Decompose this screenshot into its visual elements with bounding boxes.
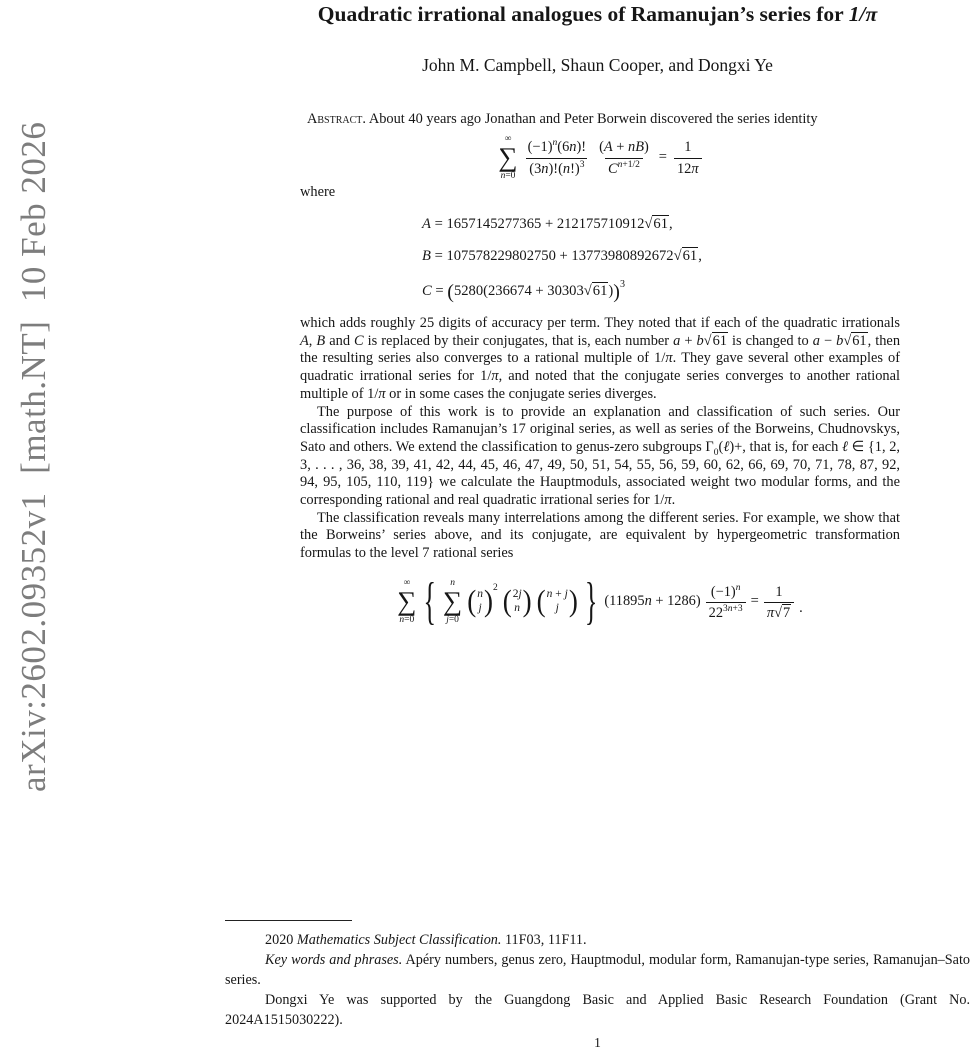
left-paren: (	[502, 584, 512, 618]
right-paren: )	[522, 584, 532, 618]
abstract-intro-paragraph	[300, 111, 900, 129]
equation-C: $C = (5280(236674 + 30303√61))^3$	[422, 278, 625, 303]
binomial-top: 2j	[512, 588, 522, 601]
binomial-bottom: n	[514, 602, 521, 615]
sum-lower-limit: n=0	[500, 170, 516, 181]
binomial-n-choose-j-squared	[467, 583, 498, 618]
arxiv-watermark: arXiv:2602.09352v1 [math.NT] 10 Feb 2026	[14, 121, 53, 792]
sum-upper-limit: ∞	[403, 577, 411, 588]
where-text: where	[300, 184, 336, 201]
fraction-numerator: 1	[684, 139, 692, 156]
binomial-bottom: j	[555, 602, 559, 615]
paper-title-math: 1/π	[848, 2, 878, 26]
right-paren: )	[568, 584, 578, 618]
binomial-coefficient	[467, 584, 493, 618]
summation-symbol-inner	[443, 579, 462, 626]
equation-A: A = 1657145277365 + 212175710912√61,	[422, 216, 673, 233]
binomial-bottom: j	[478, 602, 482, 615]
fraction-numerator: 1	[775, 583, 783, 600]
abstract-label: Abstract.	[307, 111, 366, 127]
fraction-one-over-12pi	[674, 139, 702, 176]
binomial-stack	[546, 588, 569, 616]
abstract-paragraph-conjugates: which adds roughly 25 digits of accuracy per term. They noted that if each of the quadratic irrationals A, B and C is replaced by their conjugates, that is, each number a + b√61 is changed to a − b√61, then the resulting series also converges to a rational multiple of 1/π. They gave several other examples of quadratic irrational series for 1/π, and noted that the conjugate series converges to another rational multiple of 1/π or in some cases the conjugate series diverges.	[300, 314, 901, 402]
binomial-top: n + j	[546, 588, 568, 601]
equals-sign: =	[658, 149, 667, 166]
fraction-numerator: (A + nB)	[599, 139, 649, 156]
left-paren: (	[536, 584, 546, 618]
right-brace: }	[584, 572, 598, 631]
equation-B: B = 107578229802750 + 13773980892672√61,	[422, 248, 702, 265]
footnotes-block	[225, 920, 970, 1030]
page-number: 1	[594, 1035, 601, 1050]
fraction-numerator: $(-1)^n$	[710, 582, 741, 600]
footnote-msc: 2020 Mathematics Subject Classification. 11F03, 11F11.	[265, 932, 587, 948]
footnote-funding: Dongxi Ye was supported by the Guangdong Basic and Applied Basic Research Foundation (Grant No. 2024A1515030222).	[225, 992, 970, 1028]
paper-title-text: Quadratic irrational analogues of Ramanujan’s series for	[317, 2, 844, 26]
sigma-glyph: ∑	[442, 586, 463, 617]
binomial-top: n	[477, 588, 483, 601]
fraction-AnB	[596, 139, 652, 176]
binomial-stack	[512, 588, 523, 616]
binomial-2j-choose-n	[502, 584, 532, 618]
summation-symbol	[498, 135, 517, 182]
footnote-rule	[225, 920, 352, 921]
fraction-numerator: $(-1)^n(6n)$!	[527, 138, 587, 156]
fraction-denominator: $C^{n+1/2}$	[605, 158, 643, 177]
sum-upper-limit: ∞	[504, 133, 512, 144]
text-column	[225, 0, 970, 1057]
equations-abc	[422, 215, 900, 305]
left-brace: {	[423, 572, 436, 631]
linear-coefficient: (11895n + 1286)	[604, 593, 701, 610]
sum-lower-limit: n=0	[399, 614, 415, 625]
sum-lower-limit: j=0	[446, 614, 459, 625]
footnote-keywords: Key words and phrases. Apéry numbers, genus zero, Hauptmodul, modular form, Ramanujan-type series, Ramanujan–Sato series.	[225, 952, 970, 988]
abstract-paragraph-classification: The classification reveals many interrelations among the different series. For example, we show that the Borweins’ series above, and its conjugate, are equivalent by hypergeometric transformation formulas to the level 7 rational series	[300, 509, 900, 562]
binomial-stack	[476, 588, 484, 616]
fraction-denominator: $(3n)!(n!)^3$	[526, 158, 587, 177]
fraction-denominator: π√7	[764, 602, 794, 621]
abstract-section	[300, 111, 901, 631]
fraction-minus-one-power	[706, 584, 746, 621]
sigma-glyph: ∑	[397, 586, 417, 617]
binomial-n-plus-j-choose-j	[536, 584, 578, 618]
abstract-intro-text: About 40 years ago Jonathan and Peter Borwein discovered the series identity	[368, 111, 818, 127]
right-paren: )	[483, 584, 493, 618]
fraction-factorials	[525, 139, 589, 176]
paper-title	[225, 0, 970, 27]
equals-sign: =	[750, 593, 759, 610]
fraction-one-over-pi-sqrt7	[764, 584, 794, 621]
fraction-denominator: $22^{3n+3}$	[706, 602, 746, 621]
left-paren: (	[467, 584, 477, 618]
equation-level7-series	[300, 572, 900, 631]
authors-line: John M. Campbell, Shaun Cooper, and Dongxi Ye	[422, 55, 773, 75]
binomial-exponent: 2	[492, 583, 498, 594]
equation-borwein-series	[300, 135, 900, 182]
abstract-paragraph-purpose: The purpose of this work is to provide an explanation and classification of such series. Our classification includes Ramanujan’s 17 original series, as well as series of the Borweins, Chudnovskys, Sato and others. We extend the classification to genus-zero subgroups $\Gamma_0(\ell)+$, that is, for each ℓ ∈ {1, 2, 3, . . . , 36, 38, 39, 41, 42, 44, 45, 46, 47, 49, 50, 51, 54, 55, 56, 59, 60, 62, 66, 69, 70, 71, 78, 87, 92, 94, 95, 105, 110, 119} we calculate the Hauptmoduls, associated weight two modular forms, and the corresponding rational and real quadratic irrational series for 1/π.	[300, 403, 900, 509]
summation-symbol-outer	[397, 579, 416, 626]
fraction-denominator: 12π	[674, 158, 702, 177]
sentence-period: .	[799, 600, 803, 617]
sum-upper-limit: n	[450, 577, 455, 588]
sigma-glyph: ∑	[498, 142, 518, 173]
